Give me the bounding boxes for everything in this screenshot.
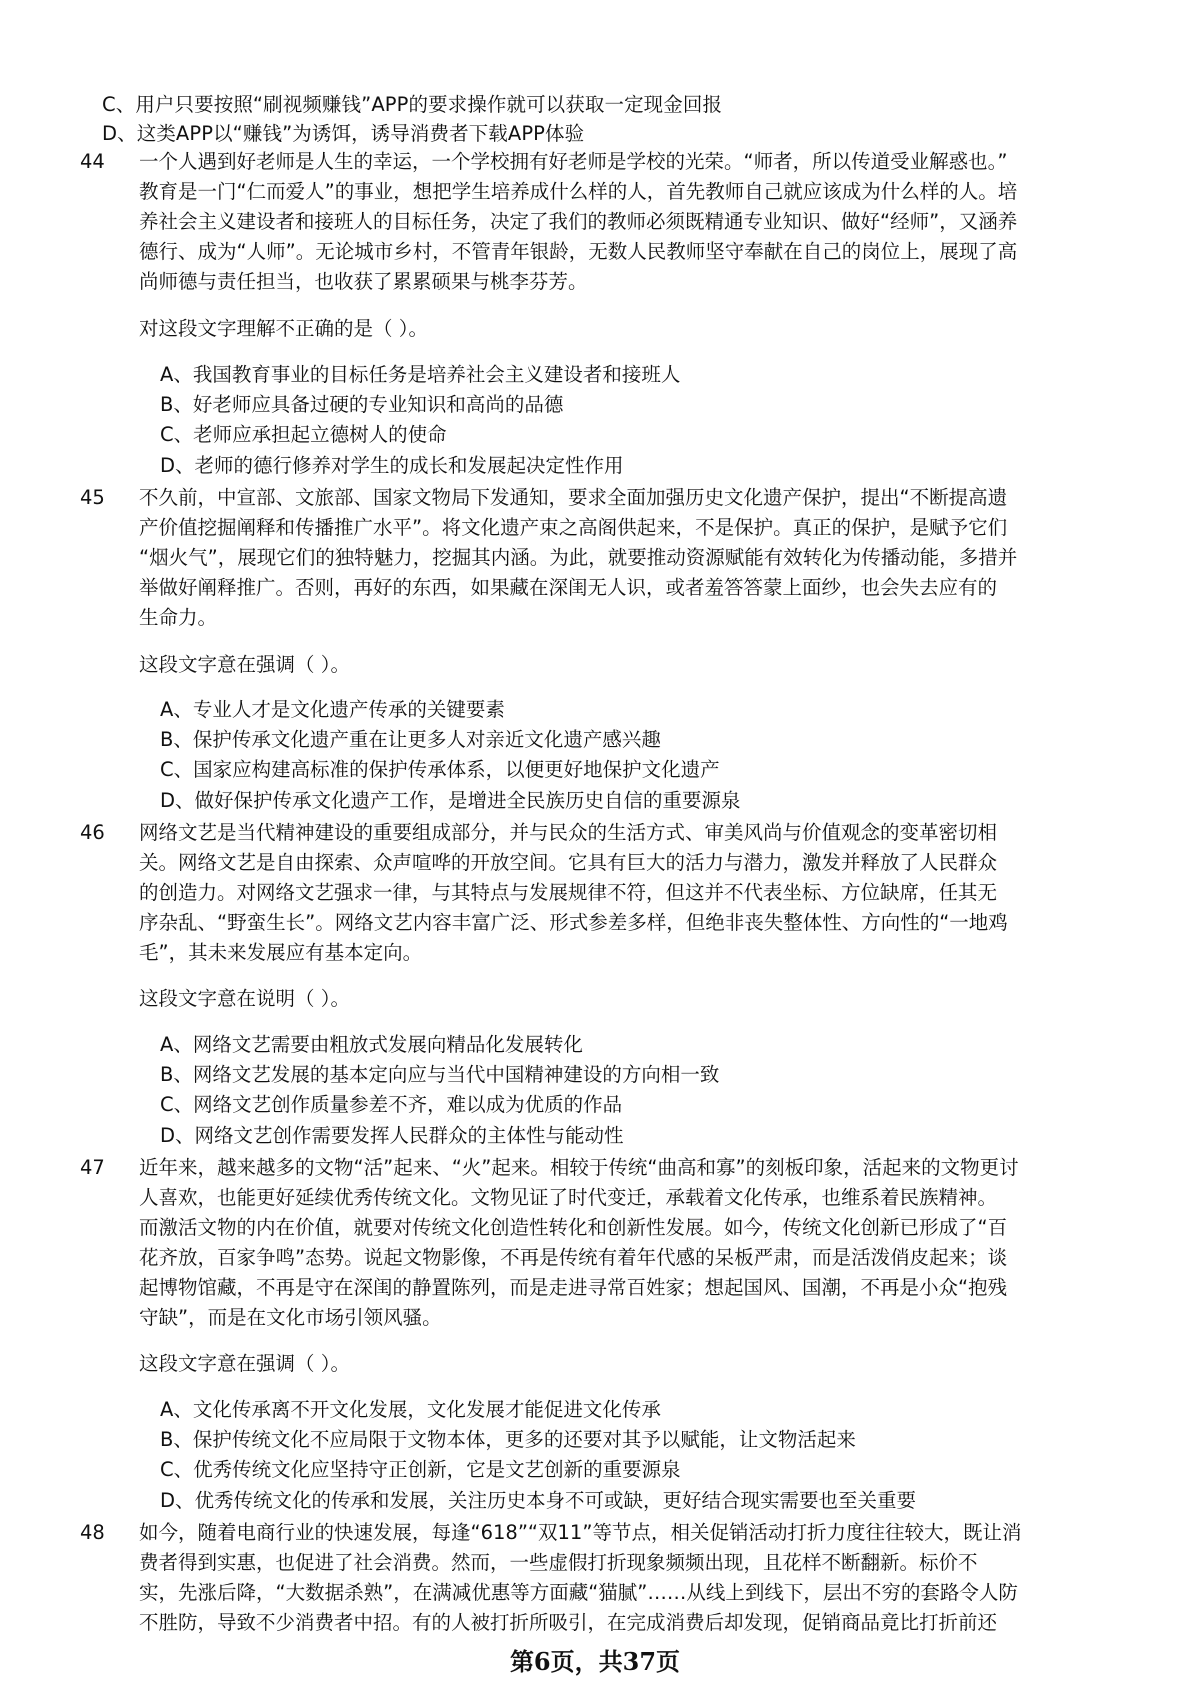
- question-46-prompt: 这段文字意在说明（ ）。: [139, 987, 350, 1010]
- option-b: B、保护传统文化不应局限于文物本体，更多的还要对其予以赋能，让文物活起来: [160, 1428, 856, 1452]
- prev-option-d: D、这类APP以“赚钱”为诱饵，诱导消费者下载APP体验: [102, 122, 585, 145]
- question-48-passage: [139, 1518, 1099, 1638]
- option-a: A、我国教育事业的目标任务是培养社会主义建设者和接班人: [160, 363, 681, 386]
- passage-line: 尚师德与责任担当，也收获了累累硕果与桃李芬芳。: [139, 270, 588, 293]
- option-d: D、老师的德行修养对学生的成长和发展起决定性作用: [160, 453, 624, 477]
- option-c: C、优秀传统文化应坚持守正创新，它是文艺创新的重要源泉: [160, 1458, 681, 1482]
- passage-line: 起博物馆藏，不再是守在深闺的静置陈列，而是走进寻常百姓家；想起国风、国潮，不再是小众“抱残: [139, 1276, 1008, 1299]
- question-47-options: [160, 1395, 916, 1516]
- passage-line: 产价值挖掘阐释和传播推广水平”。将文化遗产束之高阁供起来，不是保护。真正的保护，是赋予它们: [139, 516, 1008, 539]
- option-b: B、好老师应具备过硬的专业知识和高尚的品德: [160, 393, 564, 417]
- prev-option-c: C、用户只要按照“刷视频赚钱”APP的要求操作就可以获取一定现金回报: [102, 93, 723, 116]
- passage-line: 序杂乱、“野蛮生长”。网络文艺内容丰富广泛、形式参差多样，但绝非丧失整体性、方向性的“一地鸡: [139, 911, 1008, 934]
- question-47-number: 47: [80, 1156, 105, 1179]
- option-c: C、网络文艺创作质量参差不齐，难以成为优质的作品: [160, 1093, 623, 1117]
- passage-line: 教育是一门“仁而爱人”的事业，想把学生培养成什么样的人，首先教师自己就应该成为什么样的人。培: [139, 180, 1018, 203]
- question-46-options: [160, 1030, 719, 1151]
- page-footer: 第6页，共37页: [509, 1647, 681, 1676]
- question-45-number: 45: [80, 486, 105, 509]
- question-44-number: 44: [80, 150, 105, 173]
- question-45-options: [160, 695, 741, 816]
- passage-line: 如今，随着电商行业的快速发展，每逢“618”“双11”等节点，相关促销活动打折力度往往较大，既让消: [139, 1521, 1022, 1544]
- passage-line: 德行、成为“人师”。无论城市乡村，不管青年银龄，无数人民教师坚守奉献在自己的岗位上，展现了高: [139, 240, 1018, 263]
- passage-line: 费者得到实惠，也促进了社会消费。然而，一些虚假打折现象频频出现，且花样不断翻新。标价不: [139, 1551, 978, 1574]
- question-46-passage: [139, 818, 1099, 968]
- question-45-prompt: 这段文字意在强调（ ）。: [139, 653, 350, 676]
- passage-line: 的创造力。对网络文艺强求一律，与其特点与发展规律不符，但这并不代表坐标、方位缺席，任其无: [139, 881, 998, 904]
- passage-line: 毛”，其未来发展应有基本定向。: [139, 941, 423, 964]
- option-a: A、专业人才是文化遗产传承的关键要素: [160, 698, 505, 721]
- question-44-passage: [139, 147, 1099, 297]
- passage-line: “烟火气”，展现它们的独特魅力，挖掘其内涵。为此，就要推动资源赋能有效转化为传播动能，多措并: [139, 546, 1018, 569]
- question-47-passage: [139, 1153, 1099, 1333]
- passage-line: 人喜欢，也能更好延续优秀传统文化。文物见证了时代变迁，承载着文化传承，也维系着民族精神。: [139, 1186, 998, 1209]
- question-45-passage: [139, 483, 1099, 633]
- passage-line: 花齐放，百家争鸣”态势。说起文物影像，不再是传统有着年代感的呆板严肃，而是活泼俏皮起来；谈: [139, 1246, 1008, 1269]
- question-46-number: 46: [80, 821, 105, 844]
- passage-line: 守缺”，而是在文化市场引领风骚。: [139, 1306, 442, 1329]
- passage-line: 生命力。: [139, 606, 218, 629]
- passage-line: 实，先涨后降，“大数据杀熟”，在满减优惠等方面藏“猫腻”……从线上到线下，层出不穷的套路令人防: [139, 1581, 1018, 1604]
- passage-line: 网络文艺是当代精神建设的重要组成部分，并与民众的生活方式、审美风尚与价值观念的变革密切相: [139, 821, 998, 844]
- option-d: D、网络文艺创作需要发挥人民群众的主体性与能动性: [160, 1123, 624, 1147]
- question-44-prompt: 对这段文字理解不正确的是（ ）。: [139, 317, 428, 340]
- passage-line: 不久前，中宣部、文旅部、国家文物局下发通知，要求全面加强历史文化遗产保护，提出“不断提高遗: [139, 486, 1008, 509]
- passage-line: 而激活文物的内在价值，就要对传统文化创造性转化和创新性发展。如今，传统文化创新已形成了“百: [139, 1216, 1008, 1239]
- option-a: A、文化传承离不开文化发展，文化发展才能促进文化传承: [160, 1398, 661, 1421]
- question-48-number: 48: [80, 1521, 105, 1544]
- passage-line: 举做好阐释推广。否则，再好的东西，如果藏在深闺无人识，或者羞答答蒙上面纱，也会失去应有的: [139, 576, 998, 599]
- passage-line: 一个人遇到好老师是人生的幸运，一个学校拥有好老师是学校的光荣。“师者，所以传道受业解惑也。”: [139, 150, 1008, 173]
- option-c: C、老师应承担起立德树人的使命: [160, 423, 447, 447]
- passage-line: 不胜防，导致不少消费者中招。有的人被打折所吸引，在完成消费后却发现，促销商品竟比打折前还: [139, 1611, 998, 1634]
- question-44-options: [160, 360, 680, 481]
- passage-line: 近年来，越来越多的文物“活”起来、“火”起来。相较于传统“曲高和寡”的刻板印象，活起来的文物更讨: [139, 1156, 1019, 1179]
- option-b: B、网络文艺发展的基本定向应与当代中国精神建设的方向相一致: [160, 1063, 720, 1087]
- option-d: D、做好保护传承文化遗产工作，是增进全民族历史自信的重要源泉: [160, 788, 741, 812]
- passage-line: 关。网络文艺是自由探索、众声喧哗的开放空间。它具有巨大的活力与潜力，激发并释放了人民群众: [139, 851, 998, 874]
- question-47-prompt: 这段文字意在强调（ ）。: [139, 1352, 350, 1375]
- option-a: A、网络文艺需要由粗放式发展向精品化发展转化: [160, 1033, 583, 1056]
- option-b: B、保护传承文化遗产重在让更多人对亲近文化遗产感兴趣: [160, 728, 661, 752]
- option-d: D、优秀传统文化的传承和发展，关注历史本身不可或缺，更好结合现实需要也至关重要: [160, 1488, 917, 1512]
- passage-line: 养社会主义建设者和接班人的目标任务，决定了我们的教师必须既精通专业知识、做好“经师”，又涵养: [139, 210, 1018, 233]
- option-c: C、国家应构建高标准的保护传承体系，以便更好地保护文化遗产: [160, 758, 720, 782]
